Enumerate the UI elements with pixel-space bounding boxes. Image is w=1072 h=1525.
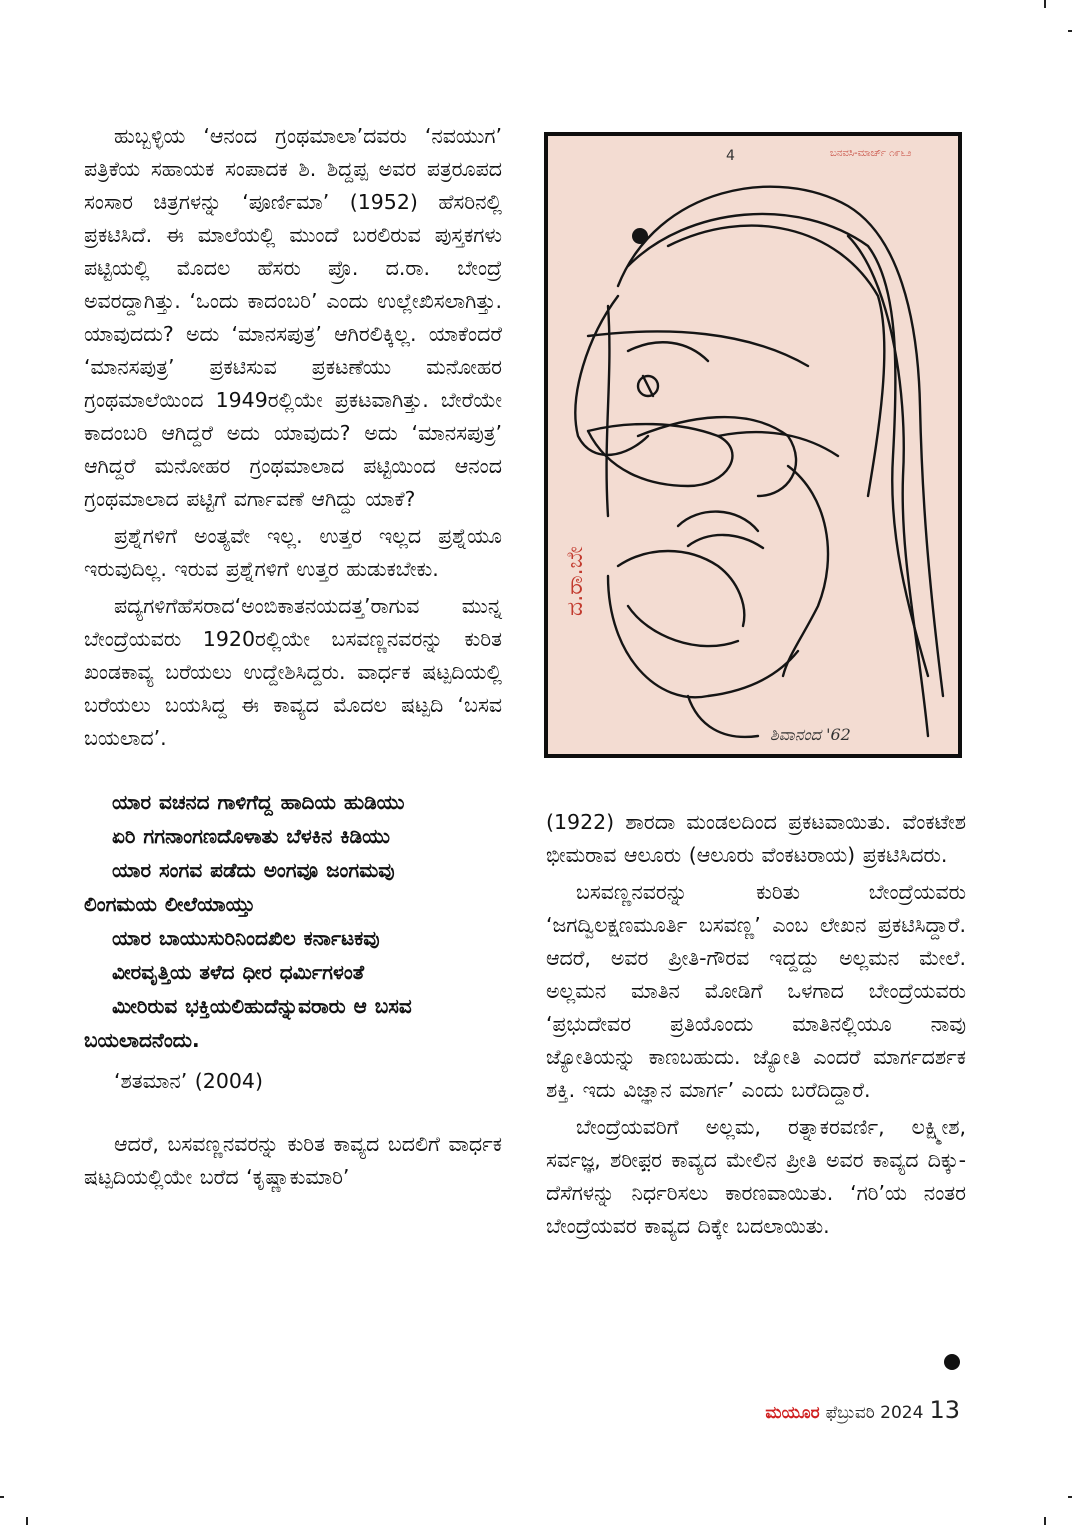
poem-line: ಮೀರಿರುವ ಭಕ್ತಿಯಲಿಹುದೆನ್ನುವರಾರು ಆ ಬಸವ <box>112 994 412 1018</box>
issue-date: ಫೆಬ್ರುವರಿ 2024 <box>825 1403 924 1423</box>
sketch-corner-number: 4 <box>726 148 735 164</box>
poem-line: ಬಯಲಾದನೆಂದು. <box>84 1028 200 1052</box>
right-column <box>546 806 966 1247</box>
crop-mark-right-upper <box>1068 30 1072 32</box>
poem-line: ಯಾರ ಬಾಯುಸುರಿನಿಂದಖಿಲ ಕರ್ನಾಟಕವು <box>112 926 380 950</box>
poem-block <box>84 785 502 1057</box>
paragraph: ಪದ್ಯಗಳಿಗೆಹೆಸರಾದ‘ಅಂಬಿಕಾತನಯದತ್ತ’ರಾಗುವ ಮುನ್ನ ಬೇಂದ್ರೆಯವರು 1920ರಲ್ಲಿಯೇ ಬಸವಣ್ಣನವರನ್ನು ಕುರಿತ ಖಂಡಕಾವ್ಯ ಬರೆಯಲು ಉದ್ದೇಶಿಸಿದ್ದರು. ವಾರ್ಧಕ ಷಟ್ಪದಿಯಲ್ಲಿ ಬರೆಯಲು ಬಯಸಿದ್ದ ಈ ಕಾವ್ಯದ ಮೊದಲ ಷಟ್ಪದಿ ‘ಬಸವ ಬಯಲಾದ’. <box>84 594 502 750</box>
artist-signature: ಶಿವಾನಂದ '62 <box>770 725 851 744</box>
crop-mark-bottom-left <box>26 1517 28 1525</box>
paragraph: ಬೇಂದ್ರೆಯವರಿಗೆ ಅಲ್ಲಮ, ರತ್ನಾಕರವರ್ಣಿ, ಲಕ್ಷ್ಮೀಶ, ಸರ್ವಜ್ಞ, ಶರೀಫ಼ರ ಕಾವ್ಯದ ಮೇಲಿನ ಪ್ರೀತಿ ಅವರ ಕಾವ್ಯದ ದಿಕ್ಕು-ದೆಸೆಗಳನ್ನು ನಿರ್ಧರಿಸಲು ಕಾರಣವಾಯಿತು. ‘ಗರಿ’ಯ ನಂತರ ಬೇಂದ್ರೆಯವರ ಕಾವ್ಯದ ದಿಕ್ಕೇ ಬದಲಾಯಿತು. <box>546 1115 966 1238</box>
paragraph: ಪ್ರಶ್ನೆಗಳಿಗೆ ಅಂತ್ಯವೇ ಇಲ್ಲ. ಉತ್ತರ ಇಲ್ಲದ ಪ್ರಶ್ನೆಯೂ ಇರುವುದಿಲ್ಲ. ಇರುವ ಪ್ರಶ್ನೆಗಳಿಗೆ ಉತ್ತರ ಹುಡುಕಬೇಕು. <box>84 524 502 581</box>
page-number: 13 <box>929 1396 960 1424</box>
sketch-stamp: ಬನವಸಿ-ಮಾರ್ಚ್ ೧೯೬೨ <box>830 148 912 159</box>
poem-line: ಯಾರ ಸಂಗವ ಪಡೆದು ಅಂಗವೂ ಜಂಗಮವು <box>112 858 395 882</box>
paragraph: ಆದರೆ, ಬಸವಣ್ಣನವರನ್ನು ಕುರಿತ ಕಾವ್ಯದ ಬದಲಿಗೆ ವಾರ್ಧಕ ಷಟ್ಪದಿಯಲ್ಲಿಯೇ ಬರೆದ ‘ಕೃಷ್ಣಾಕುಮಾರಿ’ <box>84 1132 502 1189</box>
paragraph: (1922) ಶಾರದಾ ಮಂಡಲದಿಂದ ಪ್ರಕಟವಾಯಿತು. ವೆಂಕಟೇಶ ಭೀಮರಾವ ಆಲೂರು (ಆಲೂರು ವೆಂಕಟರಾಯ) ಪ್ರಕಟಿಸಿದರು. <box>546 810 966 867</box>
poem-line: ಏರಿ ಗಗನಾಂಗಣದೊಳಾತು ಬೆಳಕಿನ ಕಿಡಿಯು <box>112 824 390 848</box>
crop-mark-left-lower <box>0 1496 4 1498</box>
crop-mark-top-right <box>1044 0 1046 8</box>
sketch-drawing <box>548 136 958 754</box>
poem-line: ಯಾರ ವಚನದ ಗಾಳಿಗೆದ್ದ ಹಾದಿಯ ಹುಡಿಯು <box>112 790 405 814</box>
poem-line: ವೀರವೃತ್ತಿಯ ತಳೆದ ಧೀರ ಧರ್ಮಿಗಳಂತೆ <box>112 960 365 984</box>
crop-mark-right-lower <box>1068 1496 1072 1498</box>
left-column <box>84 120 502 1198</box>
poem-source: ‘ಶತಮಾನ’ (2004) <box>114 1069 263 1093</box>
page-footer <box>765 1396 960 1426</box>
magazine-logo: ಮಯೂರ <box>765 1403 820 1423</box>
crop-mark-bottom-right <box>1044 1517 1046 1525</box>
paragraph: ಹುಬ್ಬಳ್ಳಿಯ ‘ಆನಂದ ಗ್ರಂಥಮಾಲಾ’ದವರು ‘ನವಯುಗ’ ಪತ್ರಿಕೆಯ ಸಹಾಯಕ ಸಂಪಾದಕ ಶಿ. ಶಿದ್ದಪ್ಪ ಅವರ ಪತ್ರರೂಪದ ಸಂಸಾರ ಚಿತ್ರಗಳನ್ನು ‘ಪೂರ್ಣಿಮಾ’ (1952) ಹೆಸರಿನಲ್ಲಿ ಪ್ರಕಟಿಸಿದೆ. ಈ ಮಾಲೆಯಲ್ಲಿ ಮುಂದೆ ಬರಲಿರುವ ಪುಸ್ತಕಗಳು ಪಟ್ಟಿಯಲ್ಲಿ ಮೊದಲ ಹೆಸರು ಪ್ರೊ. ದ.ರಾ. ಬೇಂದ್ರೆ ಅವರದ್ದಾಗಿತ್ತು. ‘ಒಂದು ಕಾದಂಬರಿ’ ಎಂದು ಉಲ್ಲೇಖಿಸಲಾಗಿತ್ತು. ಯಾವುದದು? ಅದು ‘ಮಾನಸಪುತ್ರ’ ಆಗಿರಲಿಕ್ಕಿಲ್ಲ. ಯಾಕೆಂದರೆ ‘ಮಾನಸಪುತ್ರ’ ಪ್ರಕಟಿಸುವ ಪ್ರಕಟಣೆಯು ಮನೋಹರ ಗ್ರಂಥಮಾಲೆಯಿಂದ 1949ರಲ್ಲಿಯೇ ಪ್ರಕಟವಾಗಿತ್ತು. ಬೇರೆಯೇ ಕಾದಂಬರಿ ಆಗಿದ್ದರೆ ಅದು ಯಾವುದು? ಅದು ‘ಮಾನಸಪುತ್ರ’ ಆಗಿದ್ದರೆ ಮನೋಹರ ಗ್ರಂಥಮಾಲಾದ ಪಟ್ಟಿಯಿಂದ ಆನಂದ ಗ್ರಂಥಮಾಲಾದ ಪಟ್ಟಿಗೆ ವರ್ಗಾವಣೆ ಆಗಿದ್ದು ಯಾಕೆ? <box>84 124 502 511</box>
end-of-article-bullet <box>944 1354 960 1370</box>
sketch-vertical-name: ದ.ರಾ.ಬೇ <box>563 546 588 616</box>
portrait-sketch <box>544 132 962 758</box>
paragraph: ಬಸವಣ್ಣನವರನ್ನು ಕುರಿತು ಬೇಂದ್ರೆಯವರು ‘ಜಗದ್ವಿಲಕ್ಷಣಮೂರ್ತಿ ಬಸವಣ್ಣ’ ಎಂಬ ಲೇಖನ ಪ್ರಕಟಿಸಿದ್ದಾರೆ. ಆದರೆ, ಅವರ ಪ್ರೀತಿ-ಗೌರವ ಇದ್ದದ್ದು ಅಲ್ಲಮನ ಮೇಲೆ. ಅಲ್ಲಮನ ಮಾತಿನ ಮೋಡಿಗೆ ಒಳಗಾದ ಬೇಂದ್ರೆಯವರು ‘ಪ್ರಭುದೇವರ ಪ್ರತಿಯೊಂದು ಮಾತಿನಲ್ಲಿಯೂ ನಾವು ಜ್ಯೋತಿಯನ್ನು ಕಾಣಬಹುದು. ಜ್ಯೋತಿ ಎಂದರೆ ಮಾರ್ಗದರ್ಶಕ ಶಕ್ತಿ. ಇದು ವಿಜ್ಞಾನ ಮಾರ್ಗ’ ಎಂದು ಬರೆದಿದ್ದಾರೆ. <box>546 880 966 1102</box>
poem-line: ಲಿಂಗಮಯ ಲೀಲೆಯಾಯ್ತು <box>84 892 256 916</box>
